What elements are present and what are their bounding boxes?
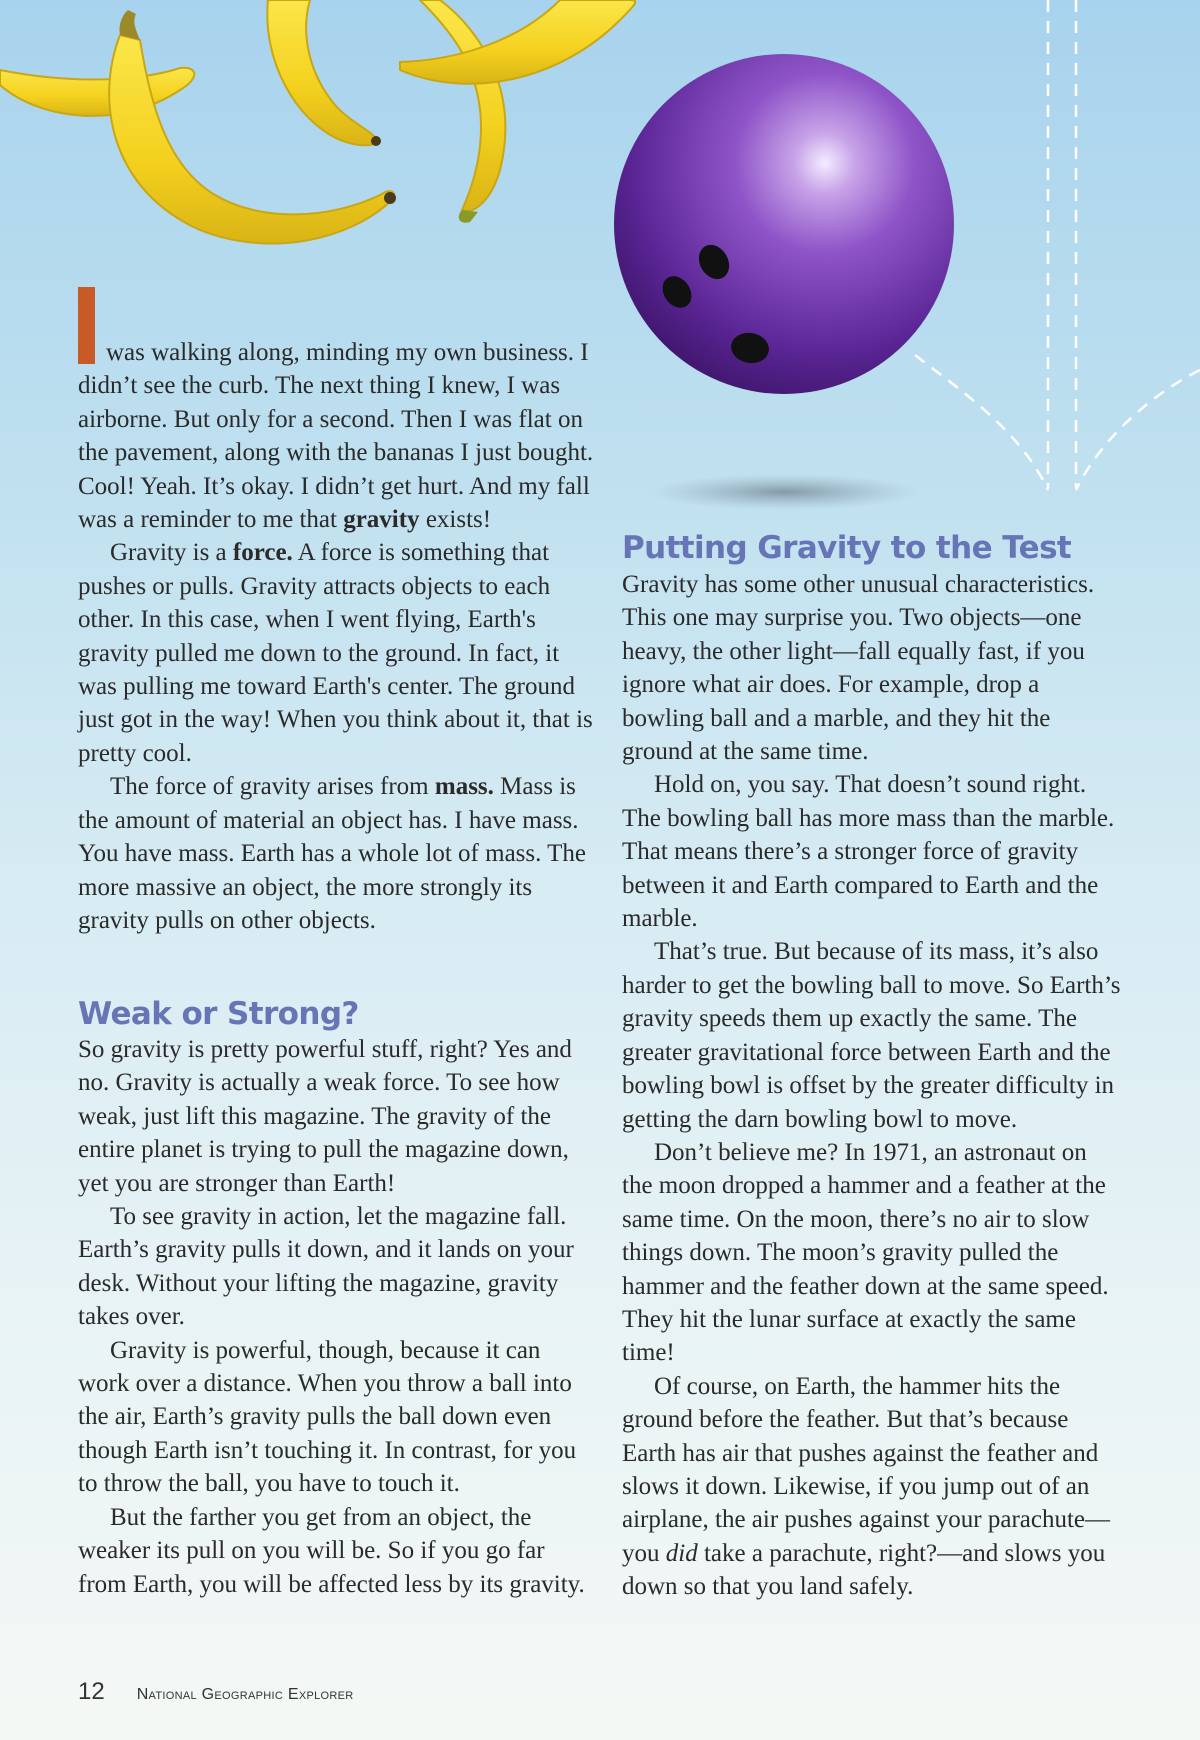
banana-right <box>420 0 505 211</box>
intro-paragraph-1: was walking along, minding my own business. I didn’t see the curb. The next thing I knew, I was airborne. But only for a second. Then I was flat on the pavement, along with the bananas I just bought. Cool! Yeah. It’s okay. I didn’t get hurt. And my fall was a reminder to me that gravity exists! <box>78 339 594 534</box>
weak-paragraph-4: But the farther you get from an object, the weaker its pull on you will be. So if you go far from Earth, you will be affected less by its gravity. <box>78 1503 585 1598</box>
test-section-body <box>622 568 1122 1604</box>
test-paragraph-3: That’s true. But because of its mass, it’s also harder to get the bowling ball to move. So Earth’s gravity speeds them up exactly the same. The greater gravitational force between Earth and the bowling bowl is offset by the greater difficulty in getting the darn bowling bowl to move. <box>622 938 1121 1133</box>
intro-column <box>78 336 598 937</box>
intro-paragraph-3: The force of gravity arises from mass. Mass is the amount of material an object has. I have mass. You have mass. Earth has a whole lot of mass. The more massive an object, the more strongly its gravity pulls on other objects. <box>78 773 587 934</box>
test-paragraph-5: Of course, on Earth, the hammer hits the ground before the feather. But that’s because Earth has air that pushes against the feather and slows it down. Likewise, if you jump out of an airplane, the air pushes against your parachute—you did take a parachute, right?—and slows you down so that you land safely. <box>622 1372 1111 1601</box>
weak-section-body <box>78 1033 598 1601</box>
section-heading-putting-gravity-to-the-test: Putting Gravity to the Test <box>622 530 1072 566</box>
dashed-motion-lines <box>915 0 1200 490</box>
page-number: 12 <box>78 1678 105 1705</box>
magazine-title: National Geographic Explorer <box>136 1686 354 1703</box>
intro-paragraph-2: Gravity is a force. A force is something that pushes or pulls. Gravity attracts objects to each other. In this case, when I went flying, Earth's gravity pulled me down to the ground. In fact, it was pulling me toward Earth's center. The ground just got in the way! When you think about it, that is pretty cool. <box>78 539 593 767</box>
weak-paragraph-3: Gravity is powerful, though, because it can work over a distance. When you throw a ball into the air, Earth’s gravity pulls the ball down even though Earth isn’t touching it. In contrast, for you to throw the ball, you have to touch it. <box>78 1336 577 1498</box>
test-paragraph-2: Hold on, you say. That doesn’t sound right. The bowling ball has more mass than the marble. That means there’s a stronger force of gravity between it and Earth compared to Earth and the marble. <box>622 771 1115 933</box>
banana-left <box>0 68 194 116</box>
page-footer <box>78 1678 678 1706</box>
bowling-ball <box>614 54 954 394</box>
section-heading-weak-or-strong: Weak or Strong? <box>78 996 359 1032</box>
bananas-illustration <box>0 0 635 244</box>
weak-paragraph-2: To see gravity in action, let the magazine fall. Earth’s gravity pulls it down, and it lands on your desk. Without your lifting the magazine, gravity takes over. <box>78 1203 574 1331</box>
weak-paragraph-1: So gravity is pretty powerful stuff, right? Yes and no. Gravity is actually a weak force. To see how weak, just lift this magazine. The gravity of the entire planet is trying to pull the magazine down, yet you are stronger than Earth! <box>78 1036 572 1197</box>
ball-shadow <box>650 474 920 510</box>
test-paragraph-4: Don’t believe me? In 1971, an astronaut on the moon dropped a hammer and a feather at the same time. On the moon, there’s no air to slow things down. The moon’s gravity pulled the hammer and the feather down at the same speed. They hit the lunar surface at exactly the same time! <box>622 1138 1109 1367</box>
banana-top <box>267 0 378 145</box>
test-paragraph-1: Gravity has some other unusual characteristics. This one may surprise you. Two objects—one heavy, the other light—fall equally fast, if you ignore what air does. For example, drop a bowling ball and a marble, and they hit the ground at the same time. <box>622 571 1095 766</box>
